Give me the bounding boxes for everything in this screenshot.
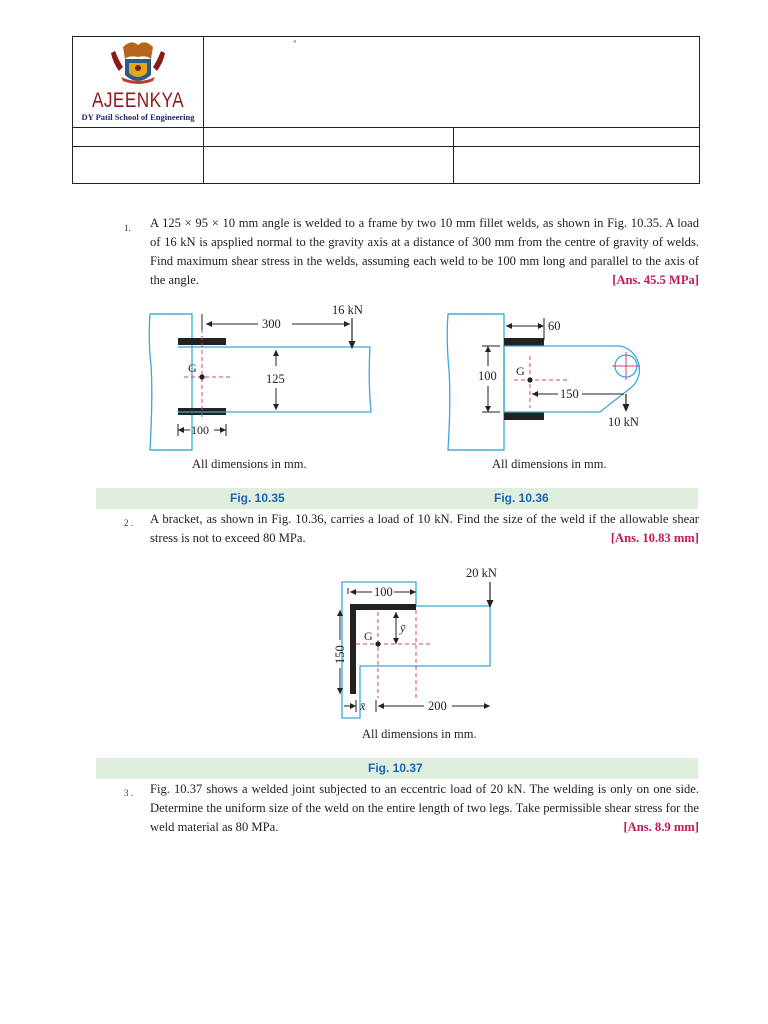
caption-band <box>96 488 698 509</box>
header-mark: " <box>293 39 297 49</box>
dimension-300: 300 <box>262 317 281 331</box>
dimension-150: 150 <box>560 387 579 401</box>
question-number: 1. <box>124 223 131 233</box>
figure-note: All dimensions in mm. <box>192 457 307 471</box>
figure-10-36 <box>440 300 700 470</box>
logo-wordmark: AJEENKYA <box>92 89 184 112</box>
figure-note: All dimensions in mm. <box>362 727 477 741</box>
table-divider <box>73 127 699 128</box>
question-number: 2 . <box>124 518 133 528</box>
question-2 <box>150 510 699 548</box>
centroid-label: G <box>516 364 525 378</box>
dimension-125: 125 <box>266 372 285 386</box>
crest-icon <box>73 37 203 89</box>
figure-caption: Fig. 10.37 <box>368 761 423 775</box>
xbar-label: x̄ <box>360 699 366 713</box>
question-number: 3 . <box>124 788 133 798</box>
load-label: 10 kN <box>608 415 639 429</box>
dimension-100: 100 <box>191 423 209 437</box>
figure-10-35 <box>140 300 380 470</box>
table-divider <box>73 146 699 147</box>
question-1 <box>150 214 699 290</box>
answer-label: [Ans. 45.5 MPa] <box>612 273 699 287</box>
table-divider <box>203 37 204 183</box>
question-3 <box>150 780 699 837</box>
centroid-label: G <box>188 361 197 375</box>
caption-band <box>96 758 698 779</box>
centroid-label: G <box>364 629 373 643</box>
document-header-table <box>72 36 700 184</box>
institute-logo <box>73 37 203 127</box>
table-divider <box>453 127 454 183</box>
figure-10-37 <box>330 560 530 740</box>
logo-subtitle: DY Patil School of Engineering <box>81 112 195 122</box>
load-label: 16 kN <box>332 303 363 317</box>
figure-note: All dimensions in mm. <box>492 457 607 471</box>
dimension-100: 100 <box>478 369 497 383</box>
ybar-label: ȳ <box>400 621 406 635</box>
question-text: Fig. 10.37 shows a welded joint subjected to an eccentric load of 20 kN. The welding is only on one side. Determine the uniform size of the weld on the entire length of two legs. Take permissible shear stress for the weld material as 80 MPa. <box>150 782 699 834</box>
dimension-60: 60 <box>548 319 561 333</box>
question-text: A 125 × 95 × 10 mm angle is welded to a frame by two 10 mm fillet welds, as shown in Fig. 10.35. A load of 16 kN is apsplied normal to the gravity axis at a distance of 300 mm from the centre of gravity of welds. Find maximum shear stress in the welds, assuming each weld to be 100 mm long and parallel to the axis of the angle. <box>150 216 699 287</box>
figure-caption: Fig. 10.35 <box>230 491 285 505</box>
answer-label: [Ans. 8.9 mm] <box>623 820 699 834</box>
question-text: A bracket, as shown in Fig. 10.36, carries a load of 10 kN. Find the size of the weld if the allowable shear stress is not to exceed 80 MPa. <box>150 512 699 545</box>
dimension-150: 150 <box>333 645 347 664</box>
dimension-200: 200 <box>428 699 447 713</box>
figure-caption: Fig. 10.36 <box>494 491 549 505</box>
answer-label: [Ans. 10.83 mm] <box>610 531 699 545</box>
dimension-100: 100 <box>374 585 393 599</box>
load-label: 20 kN <box>466 566 497 580</box>
